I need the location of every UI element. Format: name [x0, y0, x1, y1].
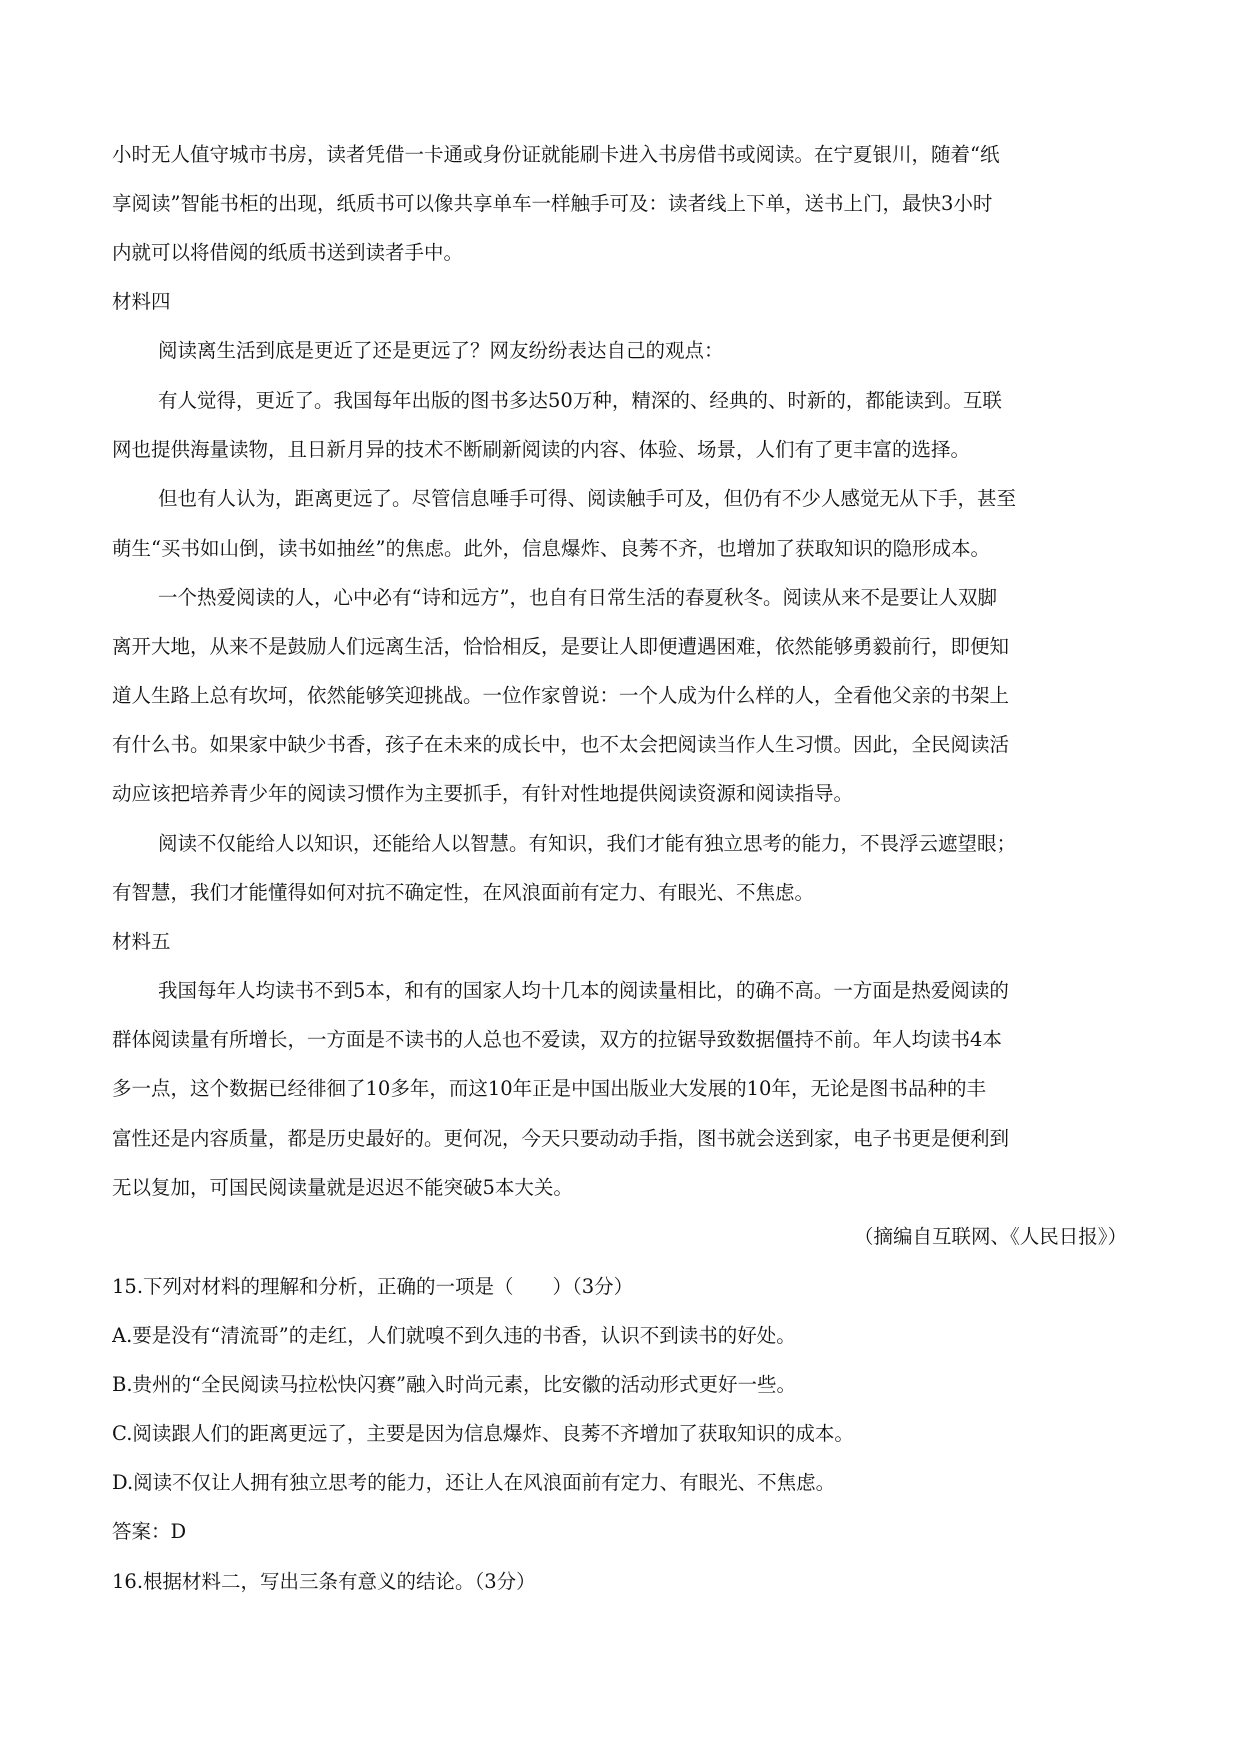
paragraph-line: 一个热爱阅读的人，心中必有“诗和远方”，也自有日常生活的春夏秋冬。阅读从来不是要让人双脚	[158, 586, 997, 609]
paragraph-line: 有智慧，我们才能懂得如何对抗不确定性，在风浪面前有定力、有眼光、不焦虑。	[112, 881, 815, 904]
question-16: 16.根据材料二，写出三条有意义的结论。（3分）	[112, 1570, 536, 1593]
paragraph-line: 群体阅读量有所增长，一方面是不读书的人总也不爱读，双方的拉锯导致数据僵持不前。年人均读书4本	[112, 1028, 1002, 1051]
paragraph-line: 无以复加，可国民阅读量就是迟迟不能突破5本大关。	[112, 1176, 573, 1199]
paragraph-line: 有人觉得，更近了。我国每年出版的图书多达50万种，精深的、经典的、时新的，都能读到。互联	[158, 389, 1002, 412]
paragraph-line: 道人生路上总有坎坷，依然能够笑迎挑战。一位作家曾说：一个人成为什么样的人，全看他父亲的书架上	[112, 684, 1010, 707]
option-b: B.贵州的“全民阅读马拉松快闪赛”融入时尚元素，比安徽的活动形式更好一些。	[112, 1373, 796, 1396]
answer: 答案：D	[112, 1520, 187, 1543]
paragraph-line: 萌生“买书如山倒，读书如抽丝”的焦虑。此外，信息爆炸、良莠不齐，也增加了获取知识的隐形成本。	[112, 537, 990, 560]
paragraph-line: 离开大地，从来不是鼓励人们远离生活，恰恰相反，是要让人即便遭遇困难，依然能够勇毅前行，即便知	[112, 635, 1010, 658]
option-d: D.阅读不仅让人拥有独立思考的能力，还让人在风浪面前有定力、有眼光、不焦虑。	[112, 1471, 836, 1494]
question-15: 15.下列对材料的理解和分析，正确的一项是（ ）（3分）	[112, 1275, 634, 1298]
source-citation: （摘编自互联网、《人民日报》）	[853, 1225, 1127, 1248]
section-heading: 材料四	[112, 290, 171, 313]
paragraph-line: 小时无人值守城市书房，读者凭借一卡通或身份证就能刷卡进入书房借书或阅读。在宁夏银川，随着“纸	[112, 143, 1000, 166]
paragraph-line: 阅读离生活到底是更近了还是更远了？网友纷纷表达自己的观点：	[158, 339, 724, 362]
paragraph-line: 富性还是内容质量，都是历史最好的。更何况，今天只要动动手指，图书就会送到家，电子书更是便利到	[112, 1127, 1010, 1150]
paragraph-line: 有什么书。如果家中缺少书香，孩子在未来的成长中，也不太会把阅读当作人生习惯。因此，全民阅读活	[112, 733, 1010, 756]
paragraph-line: 网也提供海量读物，且日新月异的技术不断刷新阅读的内容、体验、场景，人们有了更丰富的选择。	[112, 438, 971, 461]
paragraph-line: 但也有人认为，距离更远了。尽管信息唾手可得、阅读触手可及，但仍有不少人感觉无从下手，甚至	[158, 487, 1017, 510]
paragraph-line: 多一点，这个数据已经徘徊了10多年，而这10年正是中国出版业大发展的10年，无论是图书品种的丰	[112, 1077, 986, 1100]
section-heading: 材料五	[112, 930, 171, 953]
paragraph-line: 享阅读”智能书柜的出现，纸质书可以像共享单车一样触手可及：读者线上下单，送书上门，最快3小时	[112, 192, 993, 215]
paragraph-line: 我国每年人均读书不到5本，和有的国家人均十几本的阅读量相比，的确不高。一方面是热爱阅读的	[158, 979, 1009, 1002]
paragraph-line: 阅读不仅能给人以知识，还能给人以智慧。有知识，我们才能有独立思考的能力，不畏浮云遮望眼；	[158, 832, 1017, 855]
paragraph-line: 动应该把培养青少年的阅读习惯作为主要抓手，有针对性地提供阅读资源和阅读指导。	[112, 782, 854, 805]
paragraph-line: 内就可以将借阅的纸质书送到读者手中。	[112, 241, 464, 264]
option-a: A.要是没有“清流哥”的走红，人们就嗅不到久违的书香，认识不到读书的好处。	[112, 1324, 796, 1347]
option-c: C.阅读跟人们的距离更远了，主要是因为信息爆炸、良莠不齐增加了获取知识的成本。	[112, 1422, 854, 1445]
